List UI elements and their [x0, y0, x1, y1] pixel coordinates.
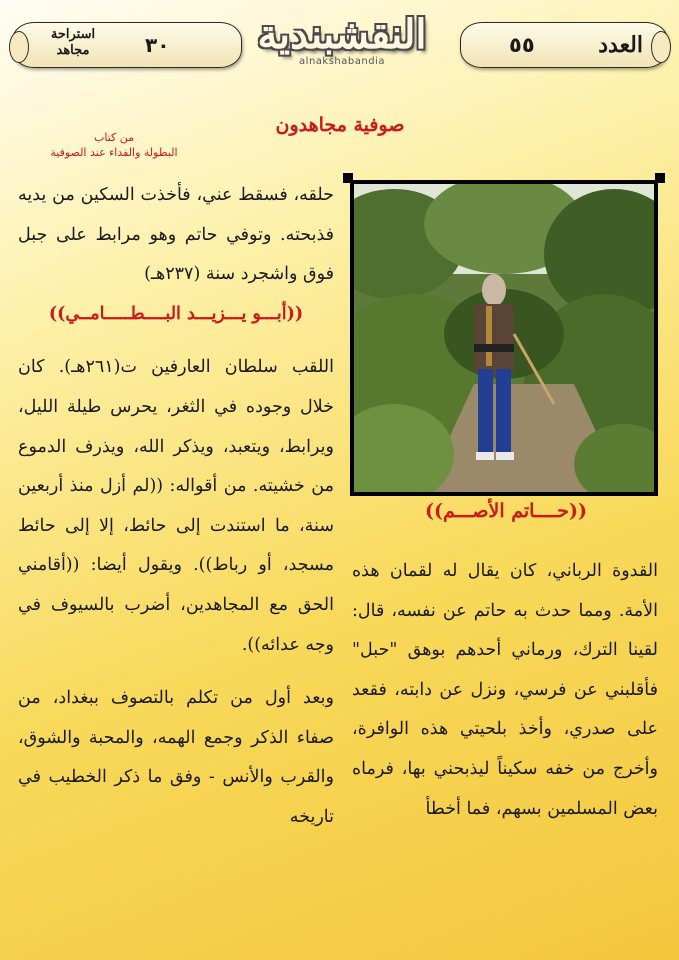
- parchment-scroll-icon: [651, 31, 671, 63]
- section-label-line2: مجاهد: [56, 43, 90, 58]
- paragraph: وبعد أول من تكلم بالتصوف ببغداد، من صفاء الذكر وجمع الهمه، والمحبة والشوق، والقرب والأنس - وفق ما ذكر الخطيب في تاريخه: [18, 688, 334, 827]
- issue-banner: [460, 22, 668, 68]
- section-label: [35, 27, 111, 61]
- article-column-left: [18, 176, 334, 838]
- photo-caption: ((حــــاتم الأصـــم)): [425, 500, 587, 522]
- source-line2: البطولة والفداء عند الصوفية: [50, 146, 178, 159]
- paragraph: اللقب سلطان العارفين ت(٢٦١هـ). كان خلال وجوده في الثغر، يحرس طيلة الليل، ويرابط، ويتعبد، ويذكر الله، ويذرف الدموع من خشيته. من أقواله: ((لم أزل منذ أربعين سنة، ما استندت إلى حائط، إلا إلى حائط مسجد، أو رباط)). ويقول أيضا: ((أقامني الحق مع المجاهدين، أضرب بالسيوف في وجه عدائه)).: [18, 357, 334, 655]
- logo-latin: alnakshabandia: [299, 56, 385, 67]
- source-line1: من كتاب: [93, 131, 135, 144]
- issue-label: العدد: [598, 32, 643, 58]
- magazine-logo: [244, 10, 440, 80]
- parchment-scroll-icon: [9, 31, 29, 63]
- issue-number: ٥٥: [509, 33, 535, 57]
- paragraph: القدوة الرباني، كان يقال له لقمان هذه الأمة. ومما حدث به حاتم عن نفسه، قال: لقينا الترك، ورماني أحدهم بوهق "حبل" فأقلبني عن فرسي، ونزل عن دابته، فقعد على صدري، وأخذ بلحيتي هذه الوافرة، وأخرج من خفه سكيناً ليذبحني بها، فرماه بعض المسلمين بسهم، فما أخطأ: [352, 561, 658, 819]
- paragraph: حلقه، فسقط عني، فأخذت السكين من يديه فذبحته. وتوفي حاتم وهو مرابط على جبل فوق واشجرد سنة (٢٣٧هـ): [18, 185, 334, 285]
- section-label-line1: استراحة: [50, 27, 96, 42]
- page-number: ٣٠: [145, 33, 170, 57]
- article-column-right: [352, 552, 658, 829]
- article-title: صوفية مجاهدون: [275, 114, 405, 136]
- section-heading: ((أبـــو يـــزيـــد البــــطـــــامــي)): [48, 303, 304, 324]
- logo-arabic: النقشبندية: [257, 11, 427, 58]
- article-source: [14, 130, 214, 160]
- photo-illustration: [354, 184, 654, 492]
- article-photo: [350, 180, 658, 496]
- page-section-banner: [12, 22, 242, 68]
